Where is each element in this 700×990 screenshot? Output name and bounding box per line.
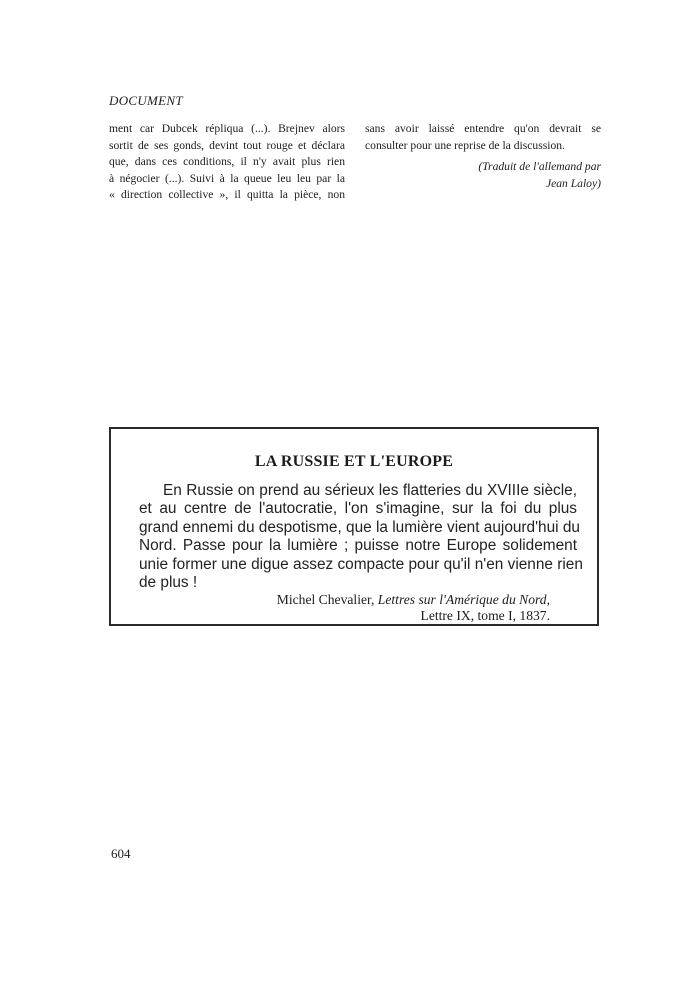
quote-line: grand ennemi du despotisme, que la lumière vient aujourd'hui du: [139, 518, 580, 536]
text-line: à négocier (...). Suivi à la queue leu leu par la: [109, 171, 345, 185]
attribution: [277, 592, 550, 624]
quote-line: et au centre de l'autocratie, l'on s'imagine, sur la foi du plus: [139, 500, 577, 518]
quote-box-title: LA RUSSIE ET L'EUROPE: [254, 453, 454, 470]
article-left-column: [109, 121, 345, 204]
text-line: sortit de ses gonds, devint tout rouge et déclara: [109, 138, 345, 152]
quote-line: En Russie on prend au sérieux les flatteries du XVIIIe siècle,: [163, 482, 577, 499]
running-head: DOCUMENT: [109, 93, 183, 108]
text-line: ment car Dubcek répliqua (...). Brejnev alors: [109, 122, 345, 135]
quote-line: Nord. Passe pour la lumière ; puisse notre Europe solidement: [139, 537, 577, 555]
page-number: 604: [111, 846, 131, 861]
translation-note: [365, 159, 601, 192]
attribution-work: Lettres sur l'Amérique du Nord,: [377, 592, 550, 607]
translation-line: Jean Laloy): [545, 176, 601, 190]
text-line: « direction collective », il quitta la pièce, non: [109, 188, 345, 201]
quote-line: unie former une digue assez compacte pour qu'il n'en vienne rien: [139, 555, 583, 573]
quote-box: [109, 427, 599, 626]
attribution-reference: Lettre IX, tome I, 1837.: [420, 608, 550, 623]
quote-line: de plus !: [139, 574, 198, 592]
text-line: que, dans ces conditions, il n'y avait plus rien: [109, 155, 345, 168]
article-right-column: [365, 121, 601, 192]
attribution-author: Michel Chevalier,: [276, 592, 375, 607]
translation-line: (Traduit de l'allemand par: [478, 160, 601, 173]
text-line: consulter pour une reprise de la discussion.: [365, 138, 565, 152]
quote-body: [139, 482, 583, 592]
text-line: sans avoir laissé entendre qu'on devrait se: [365, 122, 601, 135]
